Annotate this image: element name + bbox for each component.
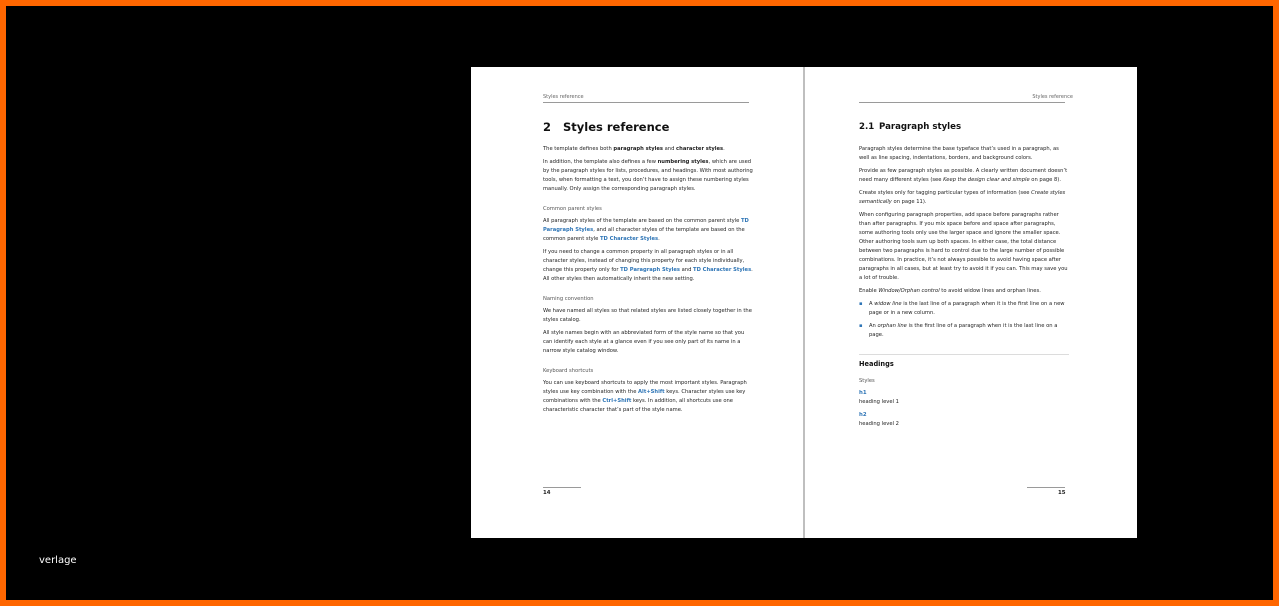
subheading-common-parent-styles: Common parent styles (543, 206, 602, 212)
subheading-naming-convention: Naming convention (543, 296, 594, 302)
watermark-text: verlage (39, 555, 77, 566)
chapter-heading (543, 121, 753, 134)
document-spread (471, 67, 1137, 538)
section-number: 2.1 (859, 122, 875, 132)
page-number: 14 (543, 490, 551, 496)
style-name-link[interactable]: TD Character Styles (599, 236, 659, 242)
screen-frame (6, 6, 1273, 600)
style-name-link[interactable]: TD Paragraph Styles (620, 267, 680, 273)
section-title: Paragraph styles (879, 122, 962, 132)
bullet-icon: ▪ (859, 301, 863, 307)
paragraph: If you need to change a common property in all paragraph styles or in all character styles, instead of changing this property for each style individually, change this property only for TD Paragraph Styles and TD Character Styles. All other styles then automatically inherit the new setting. (543, 249, 753, 282)
style-name-h1[interactable]: h1 (859, 390, 867, 396)
footer-rule (1027, 487, 1065, 488)
page-content (859, 121, 1069, 431)
paragraph: In addition, the template also defines a few numbering styles, which are used by the paragraph styles for lists, procedures, and headings. With most authoring tools, when formatting a text, you don’t have to assign these numbering styles manually. Only assign the corresponding paragraph styles. (543, 159, 753, 192)
paragraph: We have named all styles so that related styles are listed closely together in the styles catalog. (543, 308, 752, 323)
paragraph: Create styles only for tagging particular types of information (see Create styles semantically on page 11). (859, 190, 1066, 205)
chapter-number: 2 (543, 120, 552, 134)
subheading-styles: Styles (859, 378, 875, 384)
running-head: Styles reference (1032, 94, 1073, 100)
header-rule (543, 102, 749, 103)
subsection-heading-headings: Headings (859, 354, 1069, 369)
bullet-icon: ▪ (859, 323, 863, 329)
paragraph: Paragraph styles determine the base typeface that’s used in a paragraph, as well as line spacing, indentations, borders, and background colors. (859, 146, 1059, 161)
cross-reference[interactable]: Create styles semantically (859, 190, 1066, 205)
footer-rule (543, 487, 581, 488)
list-item: ▪ A widow line is the last line of a paragraph when it is the first line on a new page or in a new column. (859, 301, 1065, 316)
style-name-link[interactable]: TD Character Styles (693, 267, 752, 273)
page-15 (805, 67, 1137, 538)
paragraph: All style names begin with an abbreviated form of the style name so that you can identify each style at a glance even if you see only part of its name in a narrow style catalog window. (543, 330, 745, 354)
header-rule (859, 102, 1065, 103)
style-description: heading level 1 (859, 399, 899, 405)
style-name-link[interactable]: TD Paragraph Styles (543, 218, 749, 233)
page-14 (471, 67, 803, 538)
paragraph: You can use keyboard shortcuts to apply the most important styles. Paragraph styles use key combination with the Alt+Shift keys. Character styles use key combinations with the Ctrl+Shift keys. In addition, all shortcuts use one characteristic character that’s part of the style name. (543, 380, 747, 413)
style-description: heading level 2 (859, 421, 899, 427)
paragraph: All paragraph styles of the template are based on the common parent style TD Paragraph Styles, and all character styles of the template are based on the common parent style TD Character Styles. (543, 218, 749, 242)
shortcut-key: Alt+Shift (638, 389, 665, 395)
shortcut-key: Ctrl+Shift (602, 398, 632, 404)
paragraph: Provide as few paragraph styles as possible. A clearly written document doesn’t need many different styles (see Keep the design clear and simple on page 8). (859, 168, 1068, 183)
page-number: 15 (1058, 490, 1066, 496)
style-name-h2[interactable]: h2 (859, 412, 867, 418)
running-head: Styles reference (543, 94, 584, 100)
section-heading (859, 121, 1069, 133)
chapter-title: Styles reference (563, 120, 670, 134)
subheading-keyboard-shortcuts: Keyboard shortcuts (543, 368, 594, 374)
paragraph: Enable Window/Orphan control to avoid widow lines and orphan lines. (859, 288, 1041, 294)
paragraph: When configuring paragraph properties, add space before paragraphs rather than after paragraphs. If you mix space before and space after paragraphs, some authoring tools only use the larger space and ignore the smaller space. Other authoring tools sum up both spaces. In either case, the total distance between two paragraphs is hard to control due to the large number of possible combinations. In practice, it’s not always possible to avoid having space after paragraphs in all cases, but at least try to avoid it if you can. This may save you a lot of trouble. (859, 212, 1068, 281)
paragraph: The template defines both paragraph styles and character styles. (543, 146, 725, 152)
list-item: ▪ An orphan line is the first line of a paragraph when it is the last line on a page. (859, 323, 1058, 338)
page-content (543, 121, 753, 419)
cross-reference[interactable]: Keep the design clear and simple (943, 177, 1030, 183)
